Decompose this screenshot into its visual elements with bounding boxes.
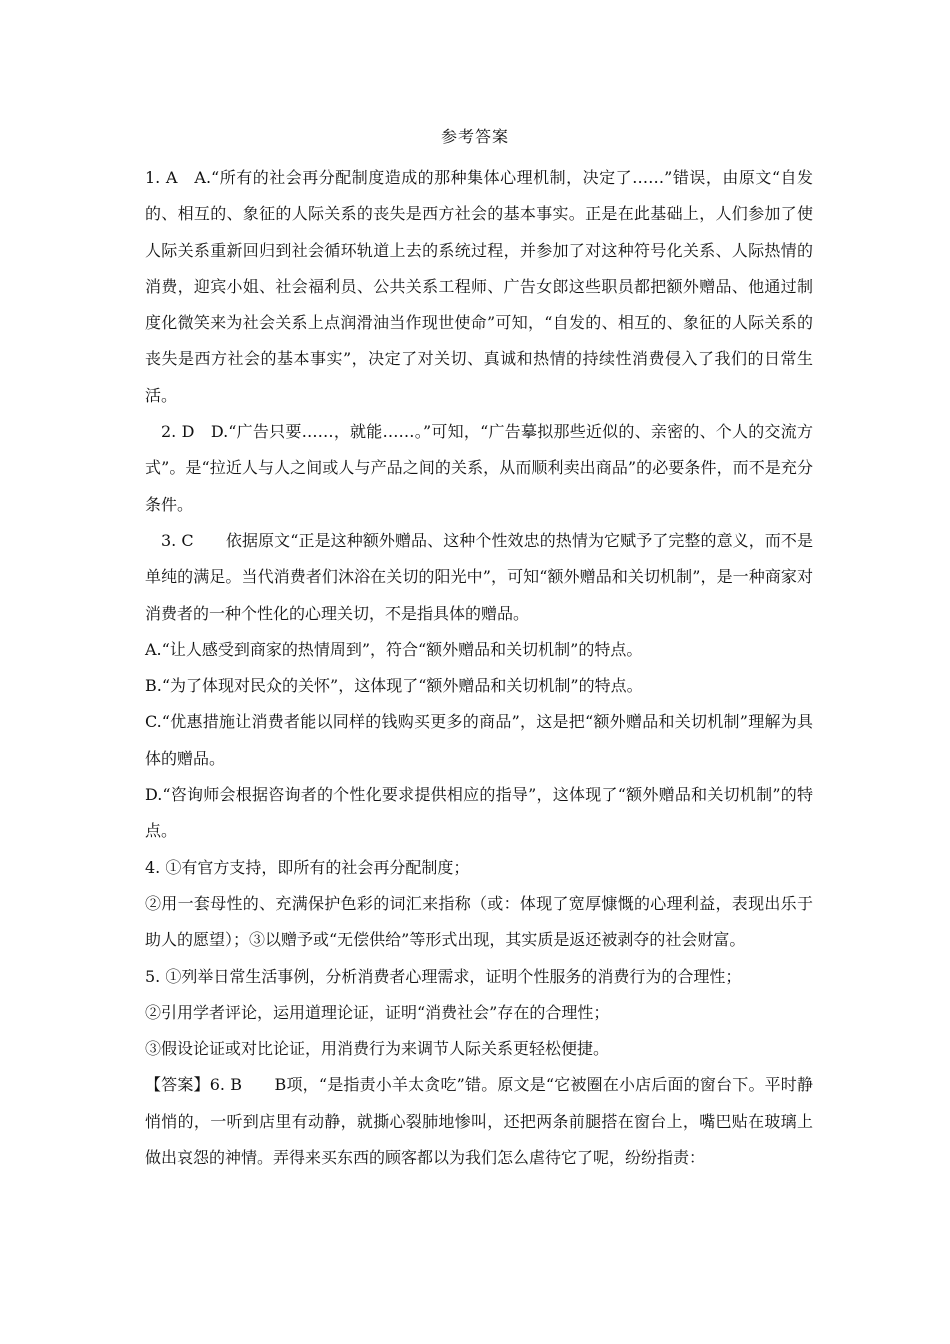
answer-5-point-1: 5. ①列举日常生活事例，分析消费者心理需求，证明个性服务的消费行为的合理性； <box>145 966 742 986</box>
answer-3-option-d: D.“咨询师会根据咨询者的个性化要求提供相应的指导”，这体现了“额外赠品和关切机制”的特点。 <box>145 785 813 841</box>
answer-body <box>145 160 813 1176</box>
page-title: 参考答案 <box>440 127 509 146</box>
answer-5-point-2: ②引用学者评论，运用道理论证，证明“消费社会”存在的合理性； <box>145 1002 610 1022</box>
answer-4-point-1: 4. ①有官方支持，即所有的社会再分配制度； <box>145 857 470 877</box>
answer-4-point-2: ②用一套母性的、充满保护色彩的词汇来指称（或：体现了宽厚慷慨的心理利益，表现出乐于助人的愿望）；③以赠予或“无偿供给”等形式出现，其实质是返还被剥夺的社会财富。 <box>145 893 813 950</box>
answer-1: 1. A A.“所有的社会再分配制度造成的那种集体心理机制，决定了……”错误，由原文“自发的、相互的、象征的人际关系的丧失是西方社会的基本事实。正是在此基础上，人们参加了使人际关系重新回归到社会循环轨道上去的系统过程，并参加了对这种符号化关系、人际热情的消费，迎宾小姐、社会福利员、公共关系工程师、广告女郎这些职员都把额外赠品、他通过制度化微笑来为社会关系上点润滑油当作现世使命”可知，“自发的、相互的、象征的人际关系的丧失是西方社会的基本事实”，决定了对关切、真诚和热情的持续性消费侵入了我们的日常生活。 <box>145 168 813 405</box>
answer-3: 3. C 依据原文“正是这种额外赠品、这种个性效忠的热情为它赋予了完整的意义，而不是单纯的满足。当代消费者们沐浴在关切的阳光中”，可知“额外赠品和关切机制”，是一种商家对消费者的一种个性化的心理关切，不是指具体的赠品。 <box>145 530 813 623</box>
answer-3-option-b: B.“为了体现对民众的关怀”，这体现了“额外赠品和关切机制”的特点。 <box>145 676 643 696</box>
answer-6: 【答案】6. B B项，“是指责小羊太贪吃”错。原文是“它被圈在小店后面的窗台下。平时静悄悄的，一听到店里有动静，就撕心裂肺地惨叫，还把两条前腿搭在窗台上，嘴巴贴在玻璃上做出哀怨的神情。弄得来买东西的顾客都以为我们怎么虐待它了呢，纷纷指责： <box>145 1075 813 1168</box>
answer-3-option-c: C.“优惠措施让消费者能以同样的钱购买更多的商品”，这是把“额外赠品和关切机制”理解为具体的赠品。 <box>145 712 813 768</box>
answer-3-option-a: A.“让人感受到商家的热情周到”，符合“额外赠品和关切机制”的特点。 <box>145 639 643 659</box>
answer-5-point-3: ③假设论证或对比论证，用消费行为来调节人际关系更轻松便捷。 <box>145 1039 610 1059</box>
answer-2: 2. D D.“广告只要……，就能……。”可知，“广告摹拟那些近似的、亲密的、个人的交流方式”。是“拉近人与人之间或人与产品之间的关系，从而顺利卖出商品”的必要条件，而不是充分条件。 <box>145 422 813 514</box>
